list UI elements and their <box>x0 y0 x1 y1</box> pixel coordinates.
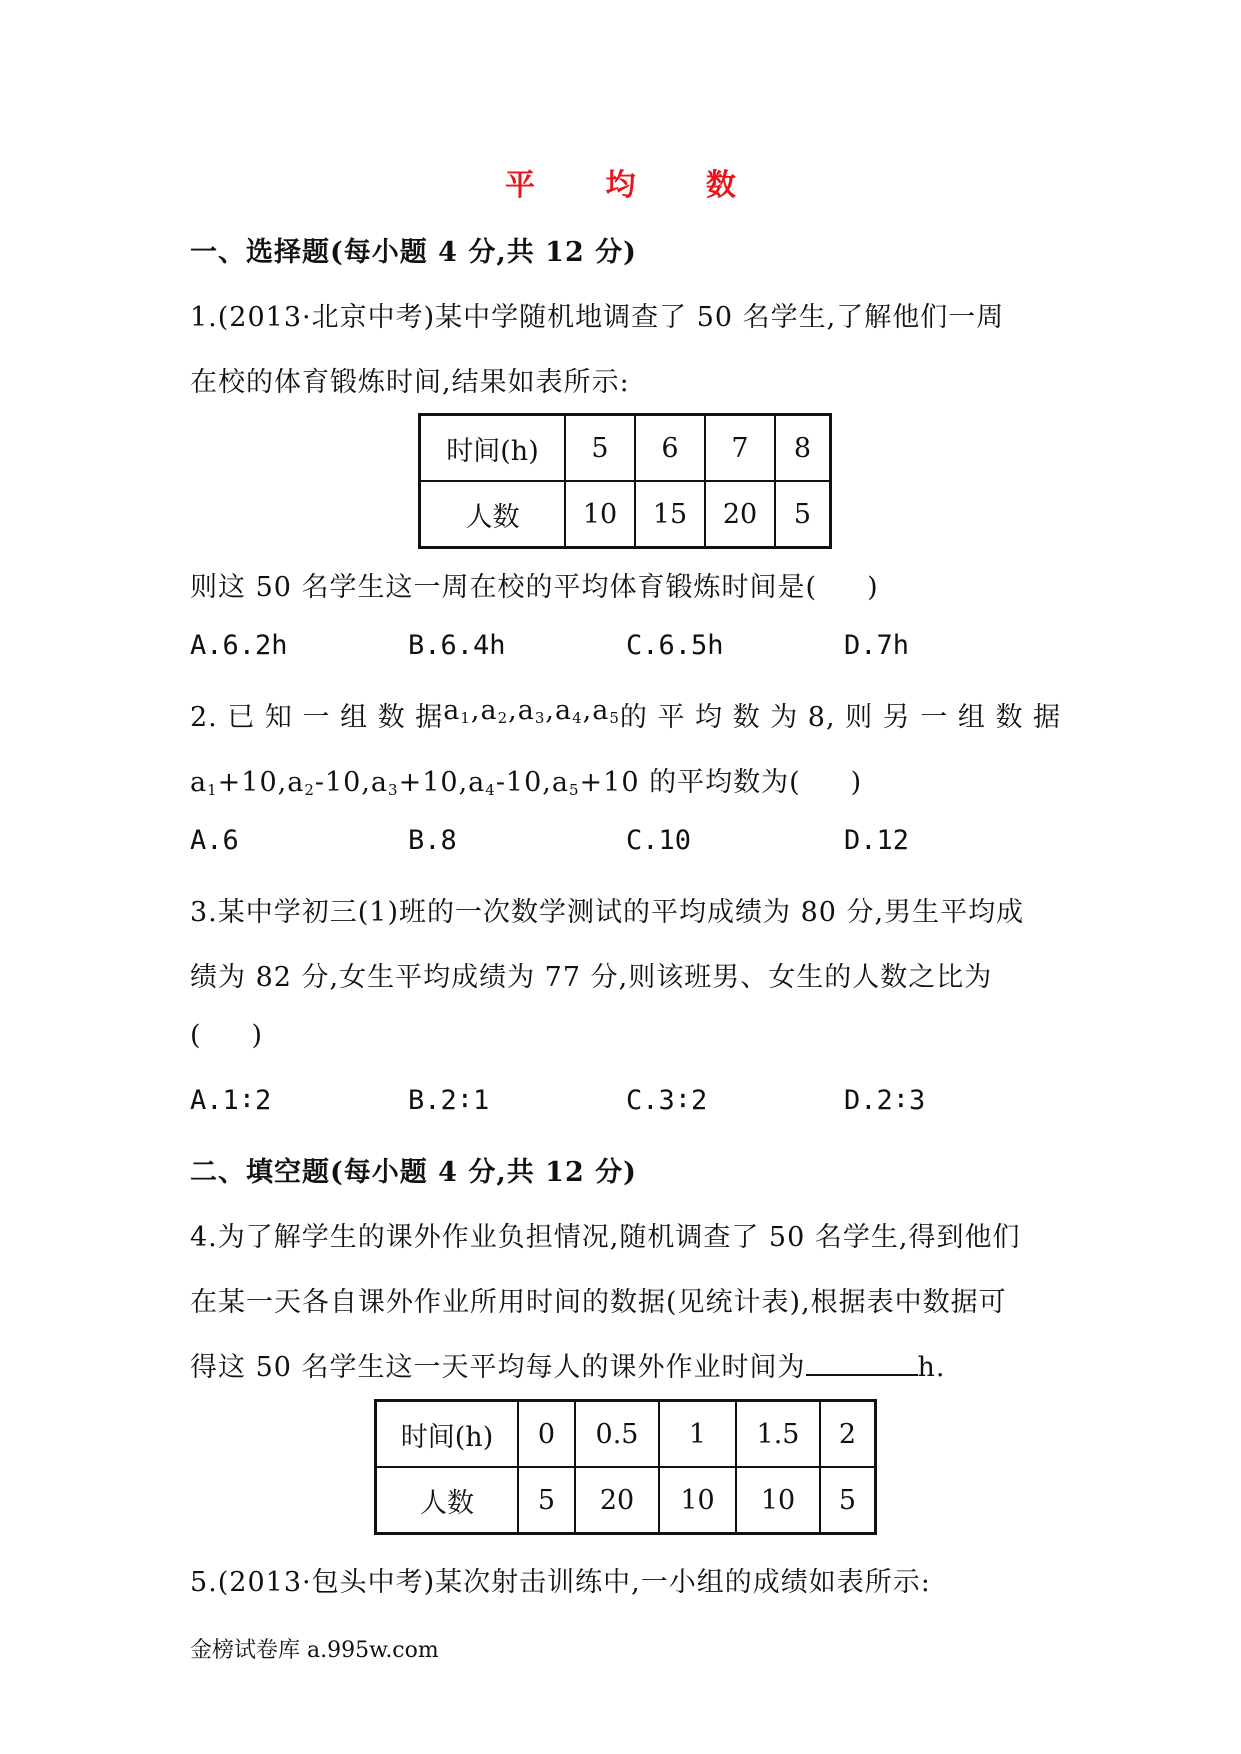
q5-line-1: 5.(2013·包头中考)某次射击训练中,一小组的成绩如表所示: <box>190 1567 931 1598</box>
q2-close-paren: ) <box>850 767 863 798</box>
table-row <box>420 415 831 482</box>
q2-line-1 <box>190 695 1062 734</box>
q1-question-text: 则这 50 名学生这一周在校的平均体育锻炼时间是( <box>190 572 818 603</box>
table-cell: 5 <box>820 1467 876 1534</box>
section-heading-choice: 一、选择题(每小题 4 分,共 12 分) <box>190 237 637 268</box>
table-row <box>420 481 831 548</box>
q2-question-text: 的平均数为( <box>649 767 801 798</box>
q1-option-c: C.6.5h <box>626 630 724 661</box>
q2-line-2 <box>190 760 862 799</box>
table-cell: 20 <box>575 1467 659 1534</box>
table-cell: 时间(h) <box>376 1401 519 1468</box>
table-cell: 5 <box>775 481 831 548</box>
table-cell: 1 <box>659 1401 736 1468</box>
table-cell: 人数 <box>420 481 566 548</box>
q3-close-paren: ) <box>251 1020 264 1051</box>
q3-line-1: 3.某中学初三(1)班的一次数学测试的平均成绩为 80 分,男生平均成 <box>190 897 1025 928</box>
table-row <box>376 1467 876 1534</box>
table-cell: 10 <box>736 1467 820 1534</box>
q3-line-3 <box>190 1020 263 1051</box>
q1-close-paren: ) <box>867 572 879 603</box>
q1-option-b: B.6.4h <box>408 630 506 661</box>
q3-line-2: 绩为 82 分,女生平均成绩为 77 分,则该班男、女生的人数之比为 <box>190 962 993 993</box>
q2-expression: $a_1+10,a_2-10,a_3+10,a_4-10,a_5+10$ <box>190 767 650 799</box>
q2-option-c: C.10 <box>626 825 692 856</box>
q1-option-a: A.6.2h <box>190 630 288 661</box>
q1-line-2: 在校的体育锻炼时间,结果如表所示: <box>190 367 630 398</box>
table-cell: 5 <box>518 1467 575 1534</box>
q1-line-1: 1.(2013·北京中考)某中学随机地调查了 50 名学生,了解他们一周 <box>190 302 1005 333</box>
q2-text-b: 的 平 均 数 为 8, 则 另 一 组 数 据 <box>619 702 1062 733</box>
table-cell: 20 <box>705 481 775 548</box>
page-title: 平 均 数 <box>505 168 766 203</box>
q4-unit: h. <box>917 1352 946 1383</box>
table-cell: 2 <box>820 1401 876 1468</box>
table-cell: 7 <box>705 415 775 482</box>
q4-table <box>374 1399 877 1535</box>
table-cell: 人数 <box>376 1467 519 1534</box>
q3-open-paren: ( <box>190 1020 202 1051</box>
q1-line-3 <box>190 565 879 604</box>
table-cell: 15 <box>635 481 705 548</box>
table-cell: 5 <box>565 415 635 482</box>
q4-line-2: 在某一天各自课外作业所用时间的数据(见统计表),根据表中数据可 <box>190 1287 1007 1318</box>
table-row <box>376 1401 876 1468</box>
q2-option-d: D.12 <box>844 825 910 856</box>
q3-option-b: B.2∶1 <box>408 1085 490 1116</box>
table-cell: 10 <box>565 481 635 548</box>
q2-option-b: B.8 <box>408 825 457 856</box>
q1-table <box>418 413 832 549</box>
table-cell: 0 <box>518 1401 575 1468</box>
footer-text: 金榜试卷库 a.995w.com <box>190 1638 439 1663</box>
q4-line-3 <box>190 1345 946 1384</box>
q3-option-c: C.3∶2 <box>626 1085 708 1116</box>
table-cell: 10 <box>659 1467 736 1534</box>
q2-option-a: A.6 <box>190 825 239 856</box>
section-heading-fill: 二、填空题(每小题 4 分,共 12 分) <box>190 1157 637 1188</box>
q3-option-d: D.2∶3 <box>844 1085 926 1116</box>
q4-line-1: 4.为了解学生的课外作业负担情况,随机调查了 50 名学生,得到他们 <box>190 1222 1021 1253</box>
answer-blank[interactable] <box>806 1350 918 1376</box>
q3-option-a: A.1∶2 <box>190 1085 272 1116</box>
table-cell: 0.5 <box>575 1401 659 1468</box>
q2-data-set: $a_1,a_2,a_3,a_4,a_5$ <box>443 695 620 727</box>
table-cell: 6 <box>635 415 705 482</box>
q4-question-text: 得这 50 名学生这一天平均每人的课外作业时间为 <box>190 1352 806 1383</box>
table-cell: 时间(h) <box>420 415 566 482</box>
table-cell: 8 <box>775 415 831 482</box>
q1-option-d: D.7h <box>844 630 910 661</box>
q2-text-a: 2. 已 知 一 组 数 据 <box>190 702 444 733</box>
table-cell: 1.5 <box>736 1401 820 1468</box>
